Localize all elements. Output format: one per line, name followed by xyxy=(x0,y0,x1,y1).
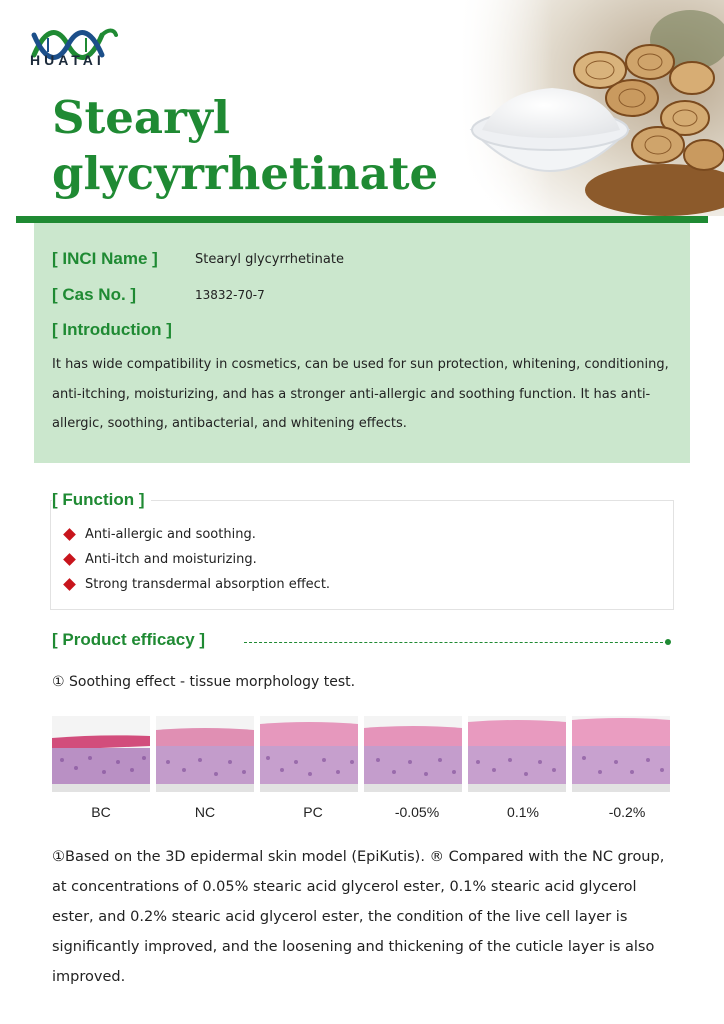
tissue-image-0-2 xyxy=(572,716,670,792)
title-line-2: glycyrrhetinate xyxy=(52,147,439,200)
list-item xyxy=(62,572,330,597)
tile-label-pc: PC xyxy=(303,804,323,820)
tile-label-nc: NC xyxy=(194,804,216,820)
diamond-bullet-icon xyxy=(63,553,76,566)
function-label: [ Function ] xyxy=(52,490,151,510)
introduction-text: It has wide compatibility in cosmetics, can be used for sun protection, whitening, conditioning, anti-itching, moisturizing, and has a stronger anti-allergic and soothing function. It has anti-allergic, soothing, antibacterial, and whitening effects. xyxy=(52,357,669,431)
efficacy-note: ①Based on the 3D epidermal skin model (EpiKutis). ® Compared with the NC group, at concentrations of 0.05% stearic acid glycerol ester, 0.1% stearic acid glycerol ester, and 0.2% stearic acid glycerol ester, the condition of the live cell layer is significantly improved, and the loosening and thickening of the cuticle layer is also improved. xyxy=(52,849,665,985)
function-item-text: Anti-allergic and soothing. xyxy=(85,527,256,542)
list-item xyxy=(62,522,330,547)
tile-label-0-05: -0.05% xyxy=(394,804,440,820)
tissue-image-bc xyxy=(52,716,150,792)
divider-end-dot-icon xyxy=(665,639,671,645)
tissue-image-0-1 xyxy=(468,716,566,792)
cas-number-value: 13832-70-7 xyxy=(195,288,265,302)
diamond-bullet-icon xyxy=(63,528,76,541)
product-efficacy-label: [ Product efficacy ] xyxy=(52,630,206,649)
brand-name: HUATAI xyxy=(30,52,105,68)
tissue-image-0-05 xyxy=(364,716,462,792)
page-title xyxy=(52,90,492,202)
efficacy-subtitle: ① Soothing effect - tissue morphology test. xyxy=(52,674,356,690)
tile-label-bc: BC xyxy=(91,804,111,820)
inci-name-value: Stearyl glycyrrhetinate xyxy=(195,252,344,267)
function-item-text: Strong transdermal absorption effect. xyxy=(85,577,331,592)
inci-name-label: [ INCI Name ] xyxy=(52,249,158,268)
diamond-bullet-icon xyxy=(63,578,76,591)
header-divider xyxy=(16,216,708,223)
function-item-text: Anti-itch and moisturizing. xyxy=(85,552,257,567)
product-hero-image xyxy=(460,0,724,216)
cas-number-label: [ Cas No. ] xyxy=(52,285,137,304)
tissue-image-pc xyxy=(260,716,358,792)
tile-label-0-1: 0.1% xyxy=(507,804,539,820)
list-item xyxy=(62,547,330,572)
dashed-divider xyxy=(244,642,668,643)
title-line-1: Stearyl xyxy=(52,91,231,144)
introduction-label: [ Introduction ] xyxy=(52,320,172,339)
tile-label-0-2: -0.2% xyxy=(608,804,646,820)
function-list xyxy=(62,522,330,597)
tissue-image-nc xyxy=(156,716,254,792)
